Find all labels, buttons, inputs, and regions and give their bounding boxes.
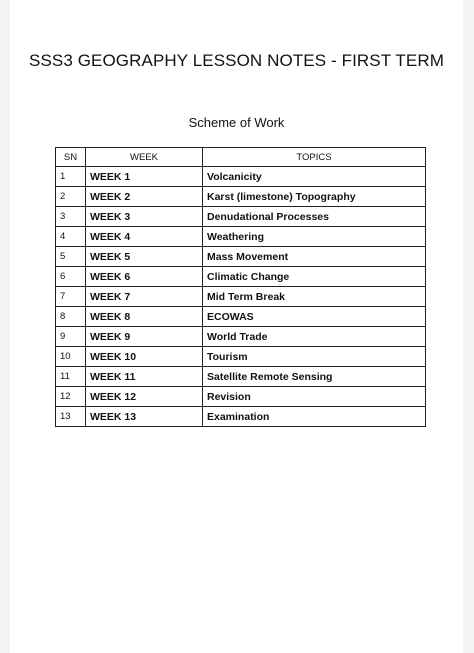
row-week-cell: WEEK 2: [86, 187, 203, 207]
row-week-cell: WEEK 13: [86, 407, 203, 427]
row-topic-cell: ECOWAS: [203, 307, 426, 327]
row-topic-cell: Mass Movement: [203, 247, 426, 267]
table-row: [56, 287, 426, 307]
row-sn-cell: 11: [56, 367, 86, 387]
row-week-cell: WEEK 1: [86, 167, 203, 187]
page-title: SSS3 GEOGRAPHY LESSON NOTES - FIRST TERM: [29, 51, 444, 70]
row-topic-cell: Denudational Processes: [203, 207, 426, 227]
table-row: [56, 227, 426, 247]
header-topics: TOPICS: [203, 148, 426, 167]
row-week-cell: WEEK 6: [86, 267, 203, 287]
table-row: [56, 387, 426, 407]
header-sn: SN: [56, 148, 86, 167]
row-week-cell: WEEK 10: [86, 347, 203, 367]
row-week-cell: WEEK 9: [86, 327, 203, 347]
row-week-cell: WEEK 11: [86, 367, 203, 387]
table-row: [56, 187, 426, 207]
row-week-cell: WEEK 5: [86, 247, 203, 267]
row-sn-cell: 4: [56, 227, 86, 247]
row-week-cell: WEEK 3: [86, 207, 203, 227]
row-topic-cell: Satellite Remote Sensing: [203, 367, 426, 387]
row-topic-cell: Climatic Change: [203, 267, 426, 287]
table-row: [56, 307, 426, 327]
row-sn-cell: 10: [56, 347, 86, 367]
table-row: [56, 247, 426, 267]
table-row: [56, 347, 426, 367]
row-topic-cell: Tourism: [203, 347, 426, 367]
table-header-row: [56, 148, 426, 167]
table-row: [56, 367, 426, 387]
table-row: [56, 327, 426, 347]
row-week-cell: WEEK 8: [86, 307, 203, 327]
row-week-cell: WEEK 4: [86, 227, 203, 247]
row-topic-cell: Volcanicity: [203, 167, 426, 187]
row-sn-cell: 12: [56, 387, 86, 407]
row-sn-cell: 13: [56, 407, 86, 427]
section-subtitle: Scheme of Work: [188, 115, 285, 130]
row-week-cell: WEEK 7: [86, 287, 203, 307]
row-sn-cell: 6: [56, 267, 86, 287]
row-sn-cell: 8: [56, 307, 86, 327]
row-sn-cell: 3: [56, 207, 86, 227]
row-week-cell: WEEK 12: [86, 387, 203, 407]
row-topic-cell: Examination: [203, 407, 426, 427]
table-row: [56, 167, 426, 187]
row-sn-cell: 2: [56, 187, 86, 207]
row-topic-cell: Revision: [203, 387, 426, 407]
scheme-of-work-table: [55, 147, 426, 427]
document-page: [10, 0, 463, 653]
table-row: [56, 207, 426, 227]
row-sn-cell: 5: [56, 247, 86, 267]
row-topic-cell: Karst (limestone) Topography: [203, 187, 426, 207]
table-row: [56, 267, 426, 287]
row-topic-cell: Mid Term Break: [203, 287, 426, 307]
row-topic-cell: Weathering: [203, 227, 426, 247]
row-topic-cell: World Trade: [203, 327, 426, 347]
row-sn-cell: 9: [56, 327, 86, 347]
header-week: WEEK: [86, 148, 203, 167]
row-sn-cell: 1: [56, 167, 86, 187]
table-row: [56, 407, 426, 427]
row-sn-cell: 7: [56, 287, 86, 307]
